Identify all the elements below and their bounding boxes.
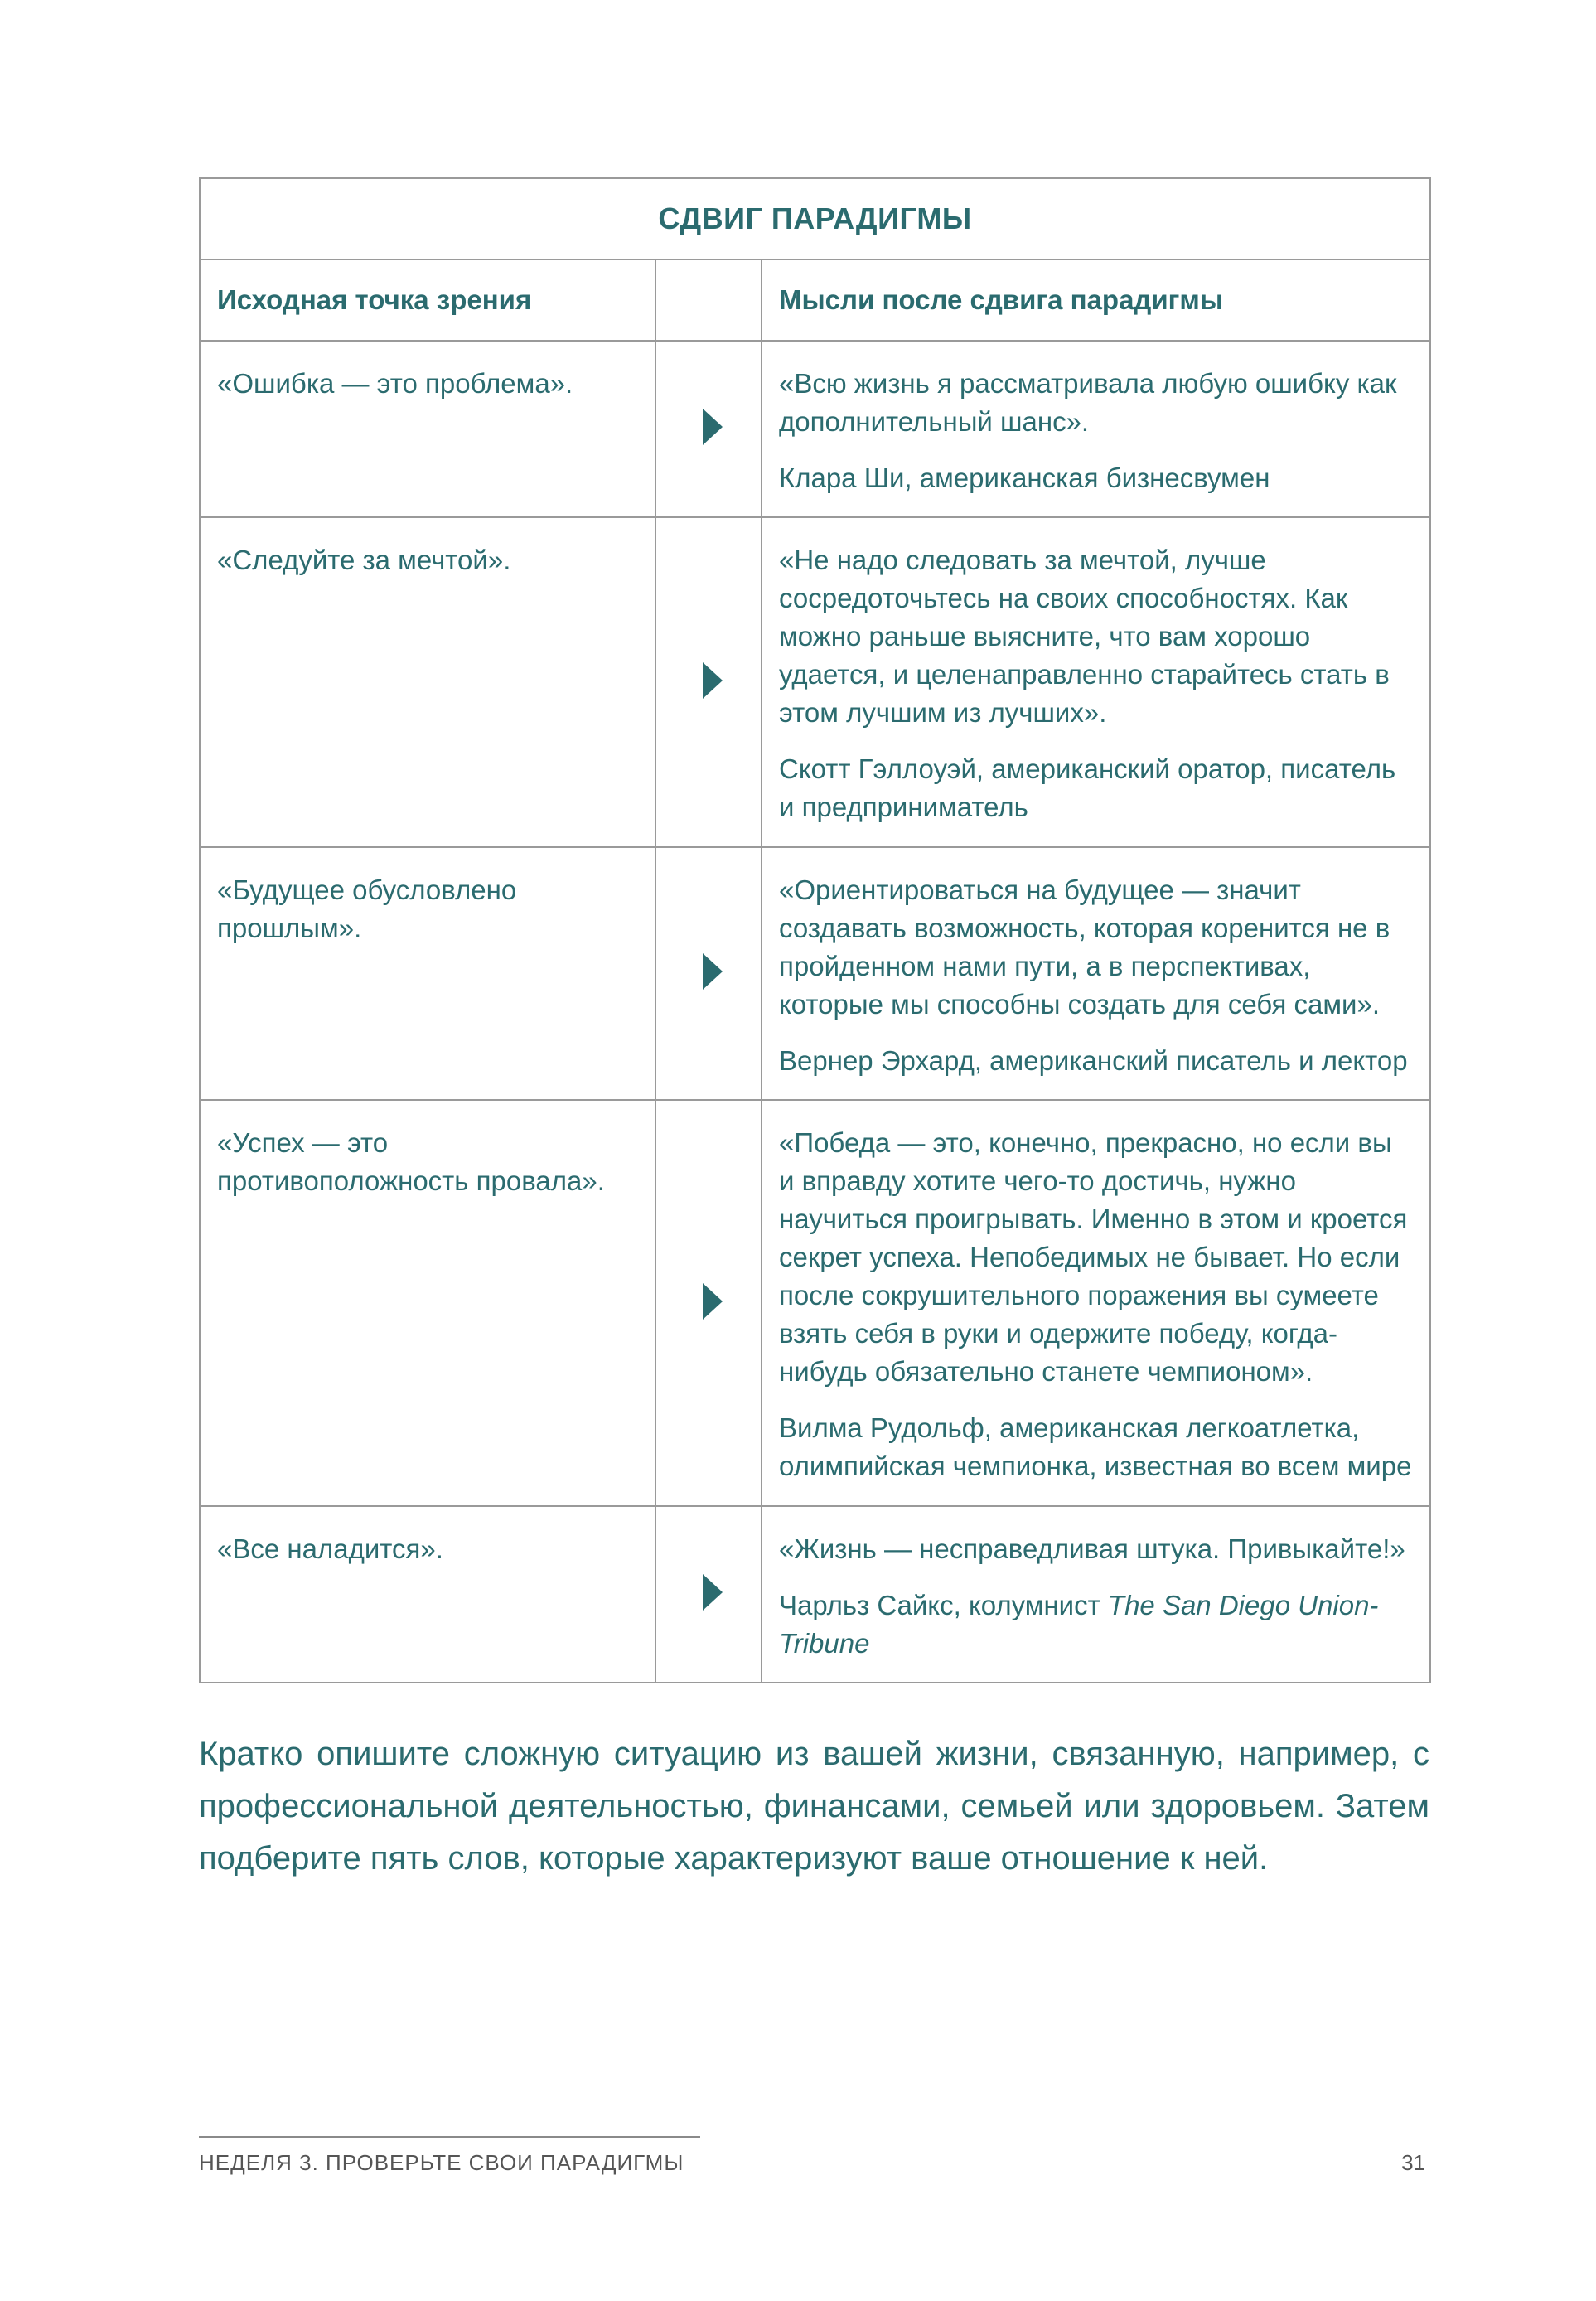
- shifted-view-cell: [762, 1100, 1430, 1506]
- header-arrow-column: [655, 259, 762, 341]
- quote-author: Вилма Рудольф, американская легкоатлетка, олимпийская чемпионка, известная во всем мире: [779, 1412, 1412, 1481]
- quote-author: Клара Ши, американская бизнесвумен: [779, 463, 1270, 493]
- quote-text: «Победа — это, конечно, прекрасно, но если вы и вправду хотите чего-то достичь, нужно научиться проигрывать. Именно в этом и кроется секрет успеха. Непобедимых не бывает. Но если после сокрушительного поражения вы сумеете взять себя в руки и одержите победу, когда-нибудь обязательно станете чемпионом».: [779, 1127, 1408, 1387]
- arrow-cell: [655, 1506, 762, 1683]
- table-row: [200, 1100, 1430, 1506]
- arrow-cell: [655, 517, 762, 847]
- right-triangle-arrow-icon: [703, 1283, 723, 1320]
- shifted-view-cell: [762, 847, 1430, 1100]
- header-shifted-view: Мысли после сдвига парадигмы: [762, 259, 1430, 341]
- table-header-row: [200, 259, 1430, 341]
- table-row: [200, 1506, 1430, 1683]
- quote-author: Скотт Гэллоуэй, американский оратор, писатель и предприниматель: [779, 753, 1396, 822]
- quote-text: «Жизнь — несправедливая штука. Привыкайте!»: [779, 1533, 1405, 1564]
- shifted-view-cell: [762, 341, 1430, 517]
- arrow-cell: [655, 1100, 762, 1506]
- footer-section-title: НЕДЕЛЯ 3. ПРОВЕРЬТЕ СВОИ ПАРАДИГМЫ: [199, 2150, 684, 2175]
- original-view-cell: «Успех — это противоположность провала».: [200, 1100, 655, 1506]
- header-original-view: Исходная точка зрения: [200, 259, 655, 341]
- original-view-cell: «Все наладится».: [200, 1506, 655, 1683]
- quote-author: [779, 1586, 1415, 1663]
- table-title: СДВИГ ПАРАДИГМЫ: [200, 178, 1430, 259]
- page-number: 31: [1401, 2150, 1425, 2175]
- quote-text: «Ориентироваться на будущее — значит создавать возможность, которая коренится не в пройденном нами пути, а в перспективах, которые мы способны создать для себя сами».: [779, 874, 1390, 1020]
- right-triangle-arrow-icon: [703, 1574, 723, 1611]
- quote-text: «Не надо следовать за мечтой, лучше сосредоточьтесь на своих способностях. Как можно раньше выясните, что вам хорошо удается, и целенаправленно старайтесь стать в этом лучшим из лучших».: [779, 545, 1390, 728]
- table-row: [200, 341, 1430, 517]
- quote-author-publication: The San Diego Union-Tribune: [779, 1590, 1379, 1659]
- shifted-view-cell: [762, 517, 1430, 847]
- right-triangle-arrow-icon: [703, 662, 723, 699]
- right-triangle-arrow-icon: [703, 953, 723, 990]
- exercise-instruction: Кратко опишите сложную ситуацию из вашей жизни, связанную, например, с профессиональной деятельностью, финансами, семьей или здоровьем. Затем подберите пять слов, которые характеризуют ваше отношение к ней.: [199, 1736, 1429, 1877]
- shifted-view-cell: [762, 1506, 1430, 1683]
- table-row: [200, 847, 1430, 1100]
- original-view-cell: «Следуйте за мечтой».: [200, 517, 655, 847]
- quote-text: «Всю жизнь я рассматривала любую ошибку как дополнительный шанс».: [779, 368, 1397, 437]
- table-title-row: [200, 178, 1430, 259]
- arrow-cell: [655, 341, 762, 517]
- table-row: [200, 517, 1430, 847]
- right-triangle-arrow-icon: [703, 409, 723, 445]
- quote-author: Вернер Эрхард, американский писатель и лектор: [779, 1045, 1408, 1076]
- footer-divider: [199, 2136, 700, 2138]
- arrow-cell: [655, 847, 762, 1100]
- paradigm-shift-table: [199, 177, 1431, 1683]
- original-view-cell: «Ошибка — это проблема».: [200, 341, 655, 517]
- original-view-cell: «Будущее обусловлено прошлым».: [200, 847, 655, 1100]
- quote-author-name: Чарльз Сайкс, колумнист: [779, 1590, 1108, 1620]
